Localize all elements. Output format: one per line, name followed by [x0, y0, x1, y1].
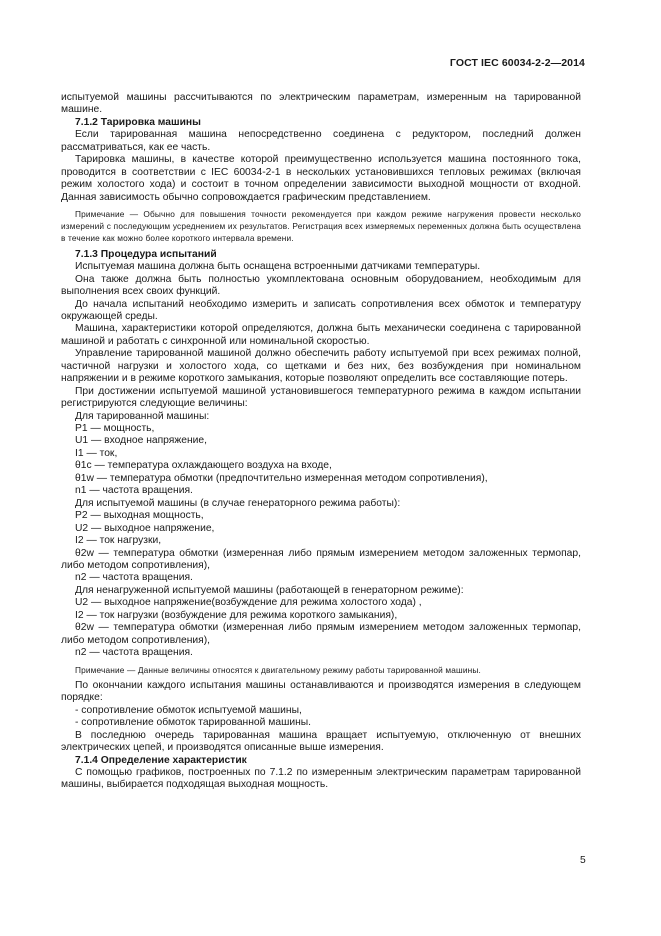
list-item: θ2w — температура обмотки (измеренная либо прямым измерением методом заложенных термопар, либо методом сопротивления), — [61, 622, 581, 646]
section-heading: 7.1.4 Определение характеристик — [75, 754, 247, 766]
list-item: U1 — входное напряжение, — [75, 435, 208, 447]
list-item: I2 — ток нагрузки, — [75, 535, 162, 547]
list-item: P1 — мощность, — [75, 423, 155, 435]
paragraph: Тарировка машины, в качестве которой преимущественно используется машина постоянного тока, проводится в соответствии с IEC 60034-2-1 в нескольких установившихся тепловых режимах (включая режим холостого хода) и состоит в точном определении зависимости выходной мощности от входной. Данная зависимость обычно сопровождается графическим представлением. — [61, 154, 581, 203]
paragraph: В последнюю очередь тарированная машина вращает испытуемую, отключенную от внешних электрических цепей, и производятся описанные выше измерения. — [61, 729, 581, 754]
list-item: n1 — частота вращения. — [75, 485, 193, 497]
document-body — [61, 92, 581, 792]
list-item: n2 — частота вращения. — [75, 647, 193, 659]
paragraph: Если тарированная машина непосредственно соединена с редуктором, последний должен рассматриваться, как ее часть. — [61, 129, 581, 153]
paragraph: Управление тарированной машиной должно обеспечить работу испытуемой при всех режимах полной, частичной нагрузки и холостого хода, со щетками и без них, без возбуждения при номинальном напряжении и в режиме короткого замыкания, которые позволяют определить все составляющие потерь. — [61, 348, 581, 385]
list-item: θ2w — температура обмотки (измеренная либо прямым измерением методом заложенных термопар, либо методом сопротивления), — [61, 547, 581, 572]
list-item: - сопротивление обмоток тарированной машины. — [75, 717, 312, 729]
list-item: n2 — частота вращения. — [75, 572, 193, 584]
paragraph: испытуемой машины рассчитываются по электрическим параметрам, измеренным на тарированной машине. — [61, 92, 581, 116]
list-heading: Для тарированной машины: — [75, 410, 210, 422]
note: Примечание — Данные величины относятся к двигательному режиму работы тарированной машины. — [75, 664, 481, 675]
paragraph: При достижении испытуемой машиной установившегося температурного режима в каждом испытании регистрируются следующие величины: — [61, 385, 581, 410]
list-item: - сопротивление обмоток испытуемой машины, — [75, 704, 302, 716]
document-header: ГОСТ IEC 60034-2-2—2014 — [449, 57, 585, 69]
paragraph: До начала испытаний необходимо измерить и записать сопротивления всех обмоток и температуру окружающей среды. — [61, 298, 581, 322]
paragraph: По окончании каждого испытания машины останавливаются и производятся измерения в следующем порядке: — [61, 679, 581, 704]
list-item: θ1w — температура обмотки (предпочтительно измеренная методом сопротивления), — [75, 472, 488, 484]
list-item: I1 — ток, — [75, 447, 118, 459]
list-item: θ1c — температура охлаждающего воздуха на входе, — [75, 460, 332, 472]
page-number: 5 — [580, 855, 586, 866]
paragraph: С помощью графиков, построенных по 7.1.2 по измеренным электрическим параметрам тарированной машины, выбирается подходящая выходная мощность. — [61, 767, 581, 791]
list-heading: Для испытуемой машины (в случае генераторного режима работы): — [75, 497, 401, 509]
list-item: P2 — выходная мощность, — [75, 510, 204, 522]
list-item: U2 — выходное напряжение(возбуждение для режима холостого хода) , — [75, 597, 422, 609]
paragraph: Она также должна быть полностью укомплектована основным оборудованием, необходимым для выполнения всех своих функций. — [61, 273, 581, 298]
section-heading: 7.1.2 Тарировка машины — [75, 116, 201, 128]
paragraph: Испытуемая машина должна быть оснащена встроенными датчиками температуры. — [75, 261, 481, 273]
section-heading: 7.1.3 Процедура испытаний — [75, 248, 217, 260]
list-heading: Для ненагруженной испытуемой машины (работающей в генераторном режиме): — [75, 584, 464, 596]
list-item: I2 — ток нагрузки (возбуждение для режима короткого замыкания), — [75, 609, 398, 621]
list-item: U2 — выходное напряжение, — [75, 522, 215, 534]
paragraph: Машина, характеристики которой определяются, должна быть механически соединена с тарированной машиной и работать с синхронной или номинальной скоростью. — [61, 323, 581, 347]
note: Примечание — Обычно для повышения точности рекомендуется при каждом режиме нагружения провести несколько измерений с последующим усреднением их результатов. Регистрация всех измеряемых переменных должна быть осуществлена в течение как можно более короткого интервала времени. — [61, 209, 581, 244]
